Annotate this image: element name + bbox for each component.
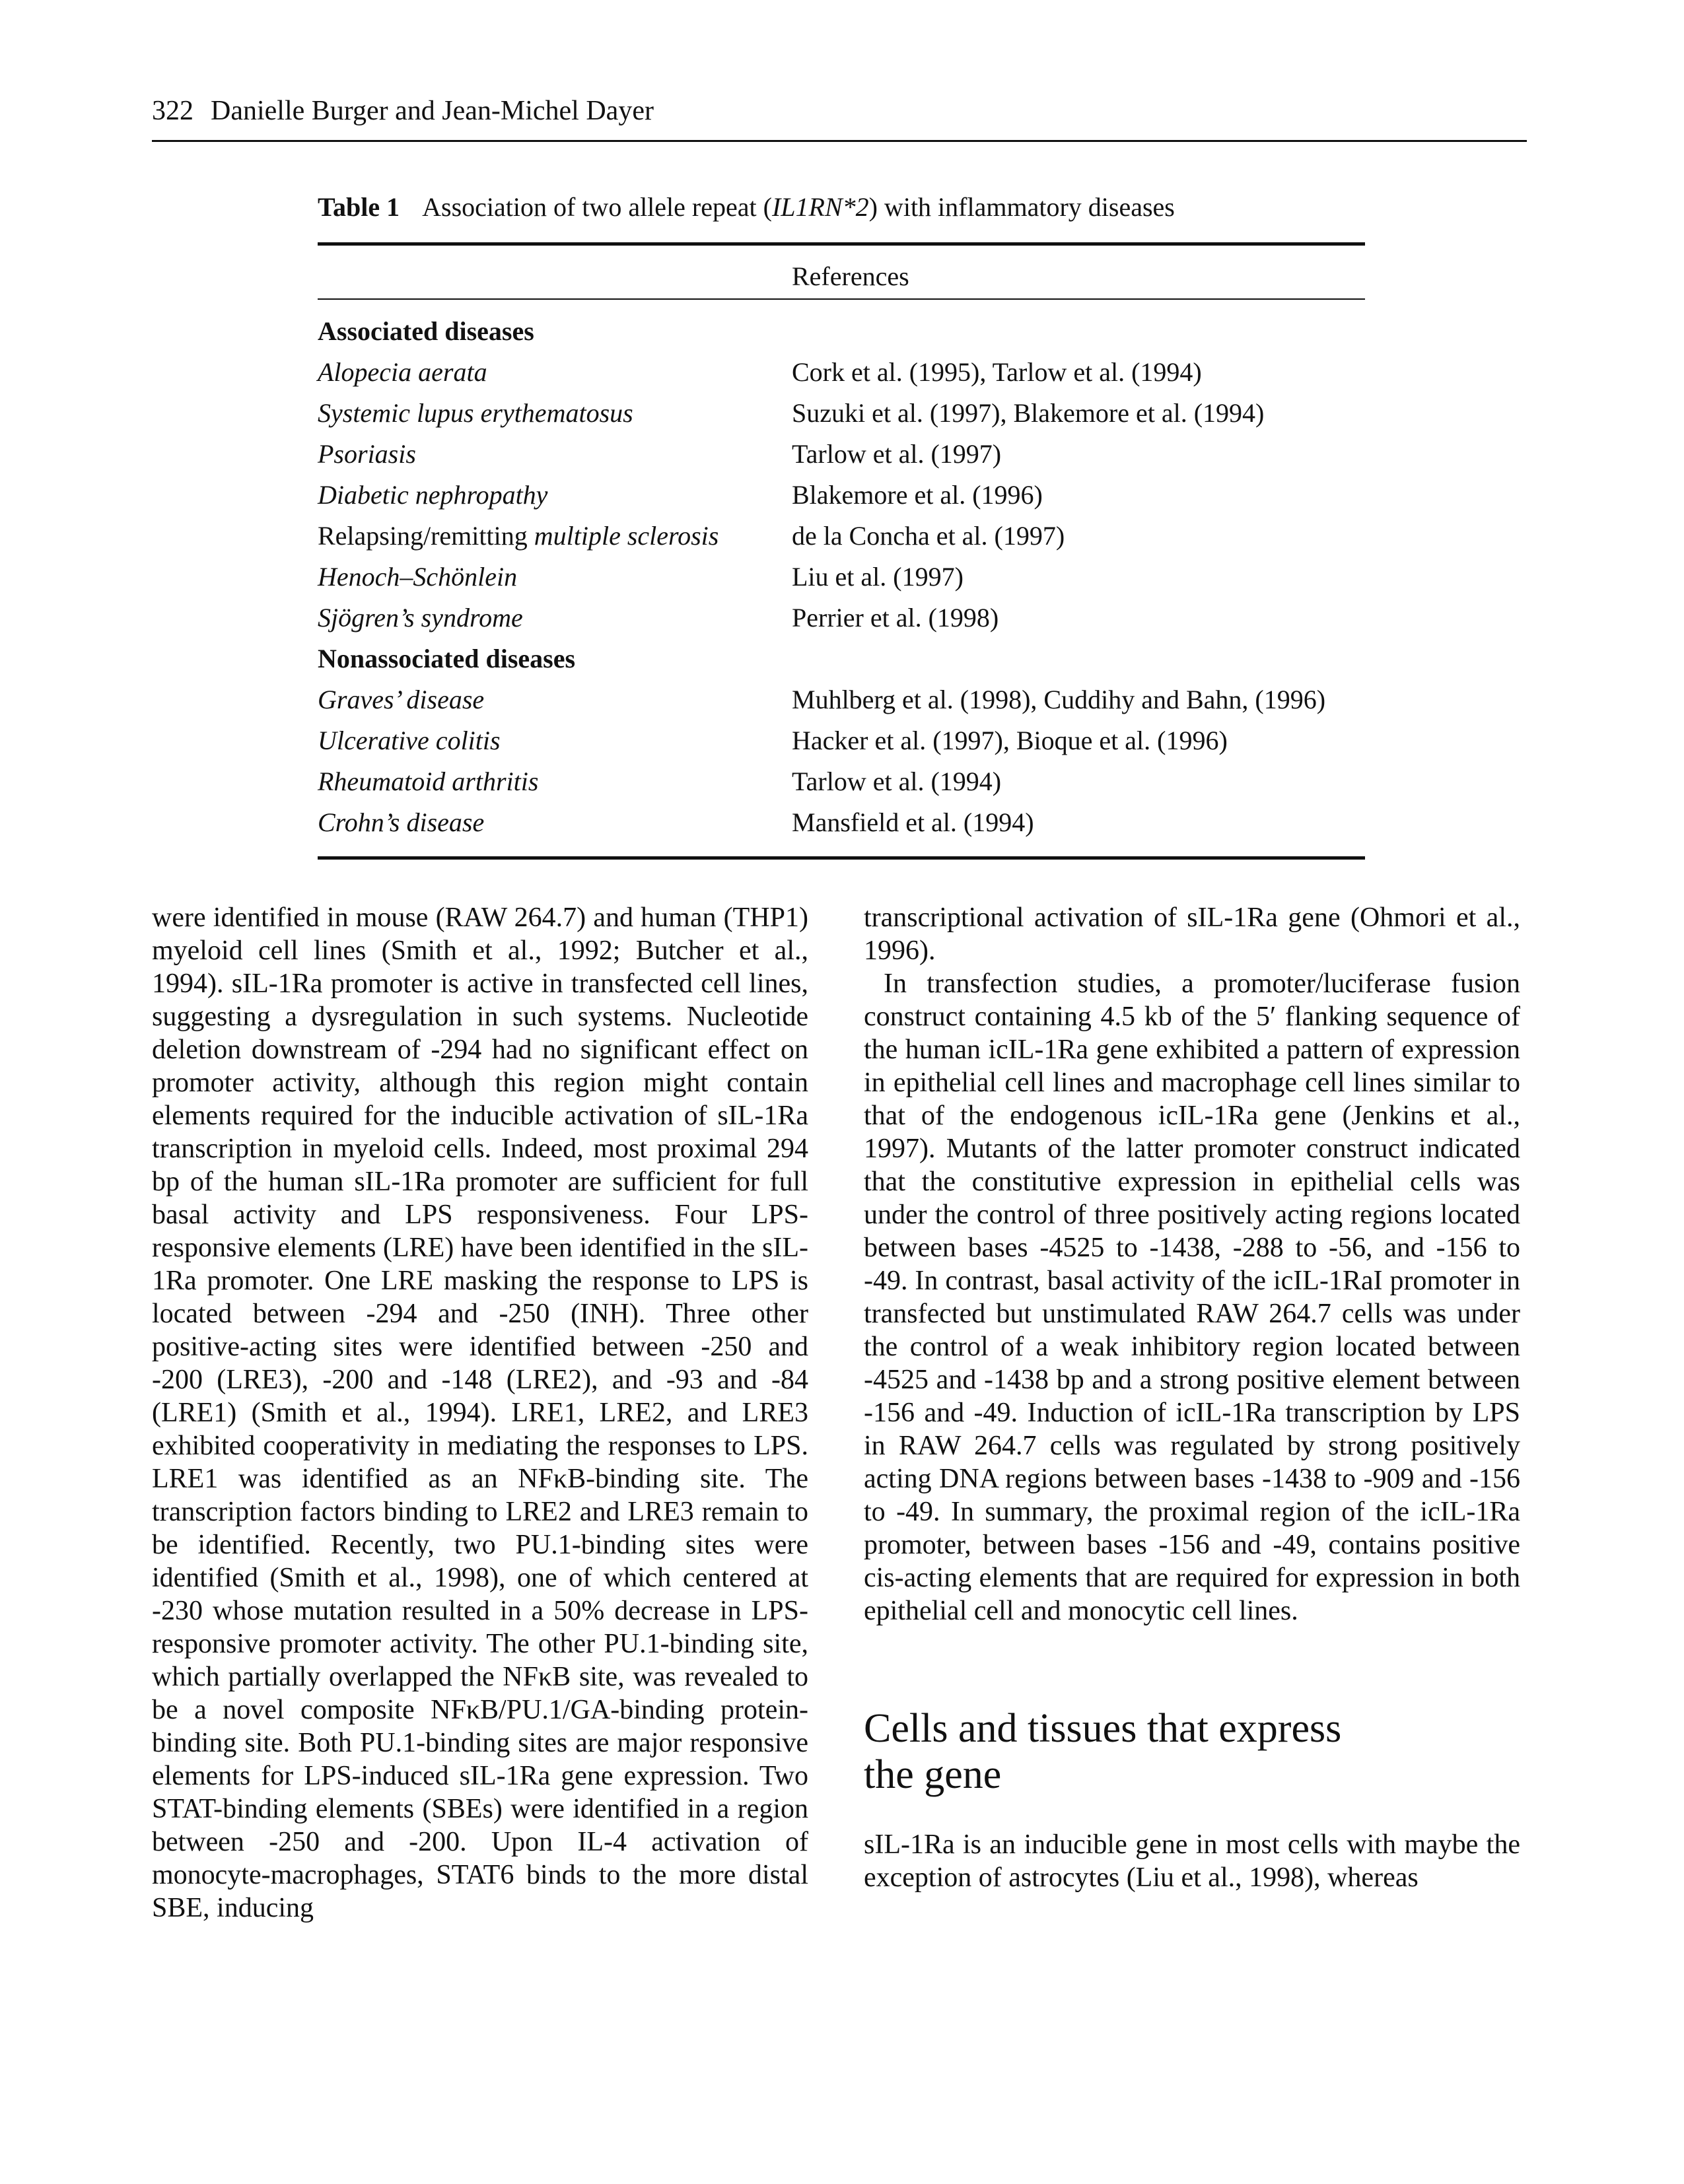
disease-name: Crohn’s disease (318, 807, 485, 837)
reference-text: Cork et al. (1995), Tarlow et al. (1994) (792, 357, 1202, 387)
caption-gene: IL1RN*2 (771, 192, 869, 222)
reference-text: de la Concha et al. (1997) (792, 521, 1065, 551)
running-authors: Danielle Burger and Jean-Michel Dayer (211, 96, 654, 126)
body-paragraph: In transfection studies, a promoter/luciferase fusion construct containing 4.5 kb of the 5′ flanking sequence of the human icIL-1Ra gene exhibited a pattern of expression in epithelial cell lines and macrophage cell lines similar to that of the endogenous icIL-1Ra gene (Jenkins et al., 1997). Mutants of the latter promoter construct indicated that the constitutive expression in epithelial cells was under the control of three positively acting regions located between bases -4525 to -1438, -288 to -56, and -156 to -49. In contrast, basal activity of the icIL-1RaI promoter in transfected but unstimulated RAW 264.7 cells was under the control of a weak inhibitory region located between -4525 and -1438 bp and a strong positive element between -156 and -49. Induction of icIL-1Ra transcription by LPS in RAW 264.7 cells was regulated by strong positively acting DNA regions between bases -1438 to -909 and -156 to -49. In summary, the proximal region of the icIL-1Ra promoter, between bases -156 and -49, contains positive cis-acting elements that are required for expression in both epithelial cell and monocytic cell lines. (864, 969, 1520, 1626)
section-heading-line: Cells and tissues that express (864, 1706, 1342, 1751)
page-number: 322 (152, 96, 193, 126)
section-heading-line: the gene (864, 1752, 1002, 1797)
reference-text: Blakemore et al. (1996) (792, 480, 1043, 510)
disease-name (318, 518, 719, 554)
disease-name-italic: multiple sclerosis (534, 521, 719, 551)
table-row (318, 355, 1365, 395)
section-label: Nonassociated diseases (318, 644, 576, 673)
reference-text: Perrier et al. (1998) (792, 603, 999, 632)
table-row (318, 764, 1365, 805)
section-heading (864, 1705, 1520, 1798)
disease-name: Psoriasis (318, 439, 416, 469)
table-row (318, 600, 1365, 641)
table-row (318, 314, 1365, 355)
reference-text: Mansfield et al. (1994) (792, 807, 1034, 837)
reference-text: Tarlow et al. (1994) (792, 767, 1002, 796)
running-header (152, 92, 1527, 129)
table-row (318, 518, 1365, 559)
body-paragraph: transcriptional activation of sIL-1Ra gene (Ohmori et al., 1996). (864, 903, 1520, 966)
reference-text: Tarlow et al. (1997) (792, 439, 1002, 469)
header-rule (152, 140, 1527, 142)
table-row (318, 395, 1365, 436)
disease-name: Alopecia aerata (318, 357, 487, 387)
reference-text: Liu et al. (1997) (792, 562, 964, 592)
disease-name: Ulcerative colitis (318, 726, 501, 755)
disease-name: Rheumatoid arthritis (318, 767, 539, 796)
disease-name: Henoch–Schönlein (318, 562, 518, 592)
disease-name: Sjögren’s syndrome (318, 603, 523, 632)
disease-name: Systemic lupus erythematosus (318, 398, 633, 428)
table-column-header: References (792, 261, 909, 291)
table-row (318, 641, 1365, 682)
caption-text-after: ) with inflammatory diseases (868, 192, 1175, 222)
section-label: Associated diseases (318, 316, 534, 346)
table-row (318, 559, 1365, 600)
right-column (864, 901, 1520, 1894)
body-paragraph: were identified in mouse (RAW 264.7) and human (THP1) myeloid cell lines (Smith et al., 1992; Butcher et al., 1994). sIL-1Ra promoter is active in transfected cell lines, suggesting a dysregulation in such systems. Nucleotide deletion downstream of -294 had no significant effect on promoter activity, although this region might contain elements required for the inducible activation of sIL-1Ra transcription in myeloid cells. Indeed, most proximal 294 bp of the human sIL-1Ra promoter are sufficient for full basal activity and LPS responsiveness. Four LPS-responsive elements (LRE) have been identified in the sIL-1Ra promoter. One LRE masking the response to LPS is located between -294 and -250 (INH). Three other positive-acting sites were identified between -250 and -200 (LRE3), -200 and -148 (LRE2), and -93 and -84 (LRE1) (Smith et al., 1994). LRE1, LRE2, and LRE3 exhibited cooperativity in mediating the responses to LPS. LRE1 was identified as an NFκB-binding site. The transcription factors binding to LRE2 and LRE3 remain to be identified. Recently, two PU.1-binding sites were identified (Smith et al., 1998), one of which centered at -230 whose mutation resulted in a 50% decrease in LPS-responsive promoter activity. The other PU.1-binding site, which partially overlapped the NFκB site, was revealed to be a novel composite NFκB/PU.1/GA-binding protein-binding site. Both PU.1-binding sites are major responsive elements for LPS-induced sIL-1Ra gene expression. Two STAT-binding elements (SBEs) were identified in a region between -250 and -200. Upon IL-4 activation of monocyte-macrophages, STAT6 binds to the more distal SBE, inducing (152, 903, 808, 1923)
disease-name: Graves’ disease (318, 685, 485, 714)
table-row (318, 805, 1365, 846)
table-header-rule (318, 298, 1365, 300)
reference-text: Muhlberg et al. (1998), Cuddihy and Bahn, (1996) (792, 685, 1326, 714)
table-label: Table 1 (318, 192, 400, 222)
table-row (318, 682, 1365, 723)
table-caption (318, 189, 1374, 225)
table-top-rule (318, 242, 1365, 246)
table-bottom-rule (318, 856, 1365, 860)
table-row (318, 436, 1365, 477)
table-row (318, 477, 1365, 518)
disease-name: Diabetic nephropathy (318, 480, 548, 510)
caption-text-before: Association of two allele repeat ( (422, 192, 772, 222)
reference-text: Suzuki et al. (1997), Blakemore et al. (1994) (792, 398, 1265, 428)
body-paragraph: sIL-1Ra is an inducible gene in most cells with maybe the exception of astrocytes (Liu et al., 1998), whereas (864, 1829, 1520, 1893)
disease-name-plain: Relapsing/remitting (318, 521, 534, 551)
table-row (318, 723, 1365, 764)
reference-text: Hacker et al. (1997), Bioque et al. (1996) (792, 726, 1228, 755)
left-column (152, 901, 808, 1925)
